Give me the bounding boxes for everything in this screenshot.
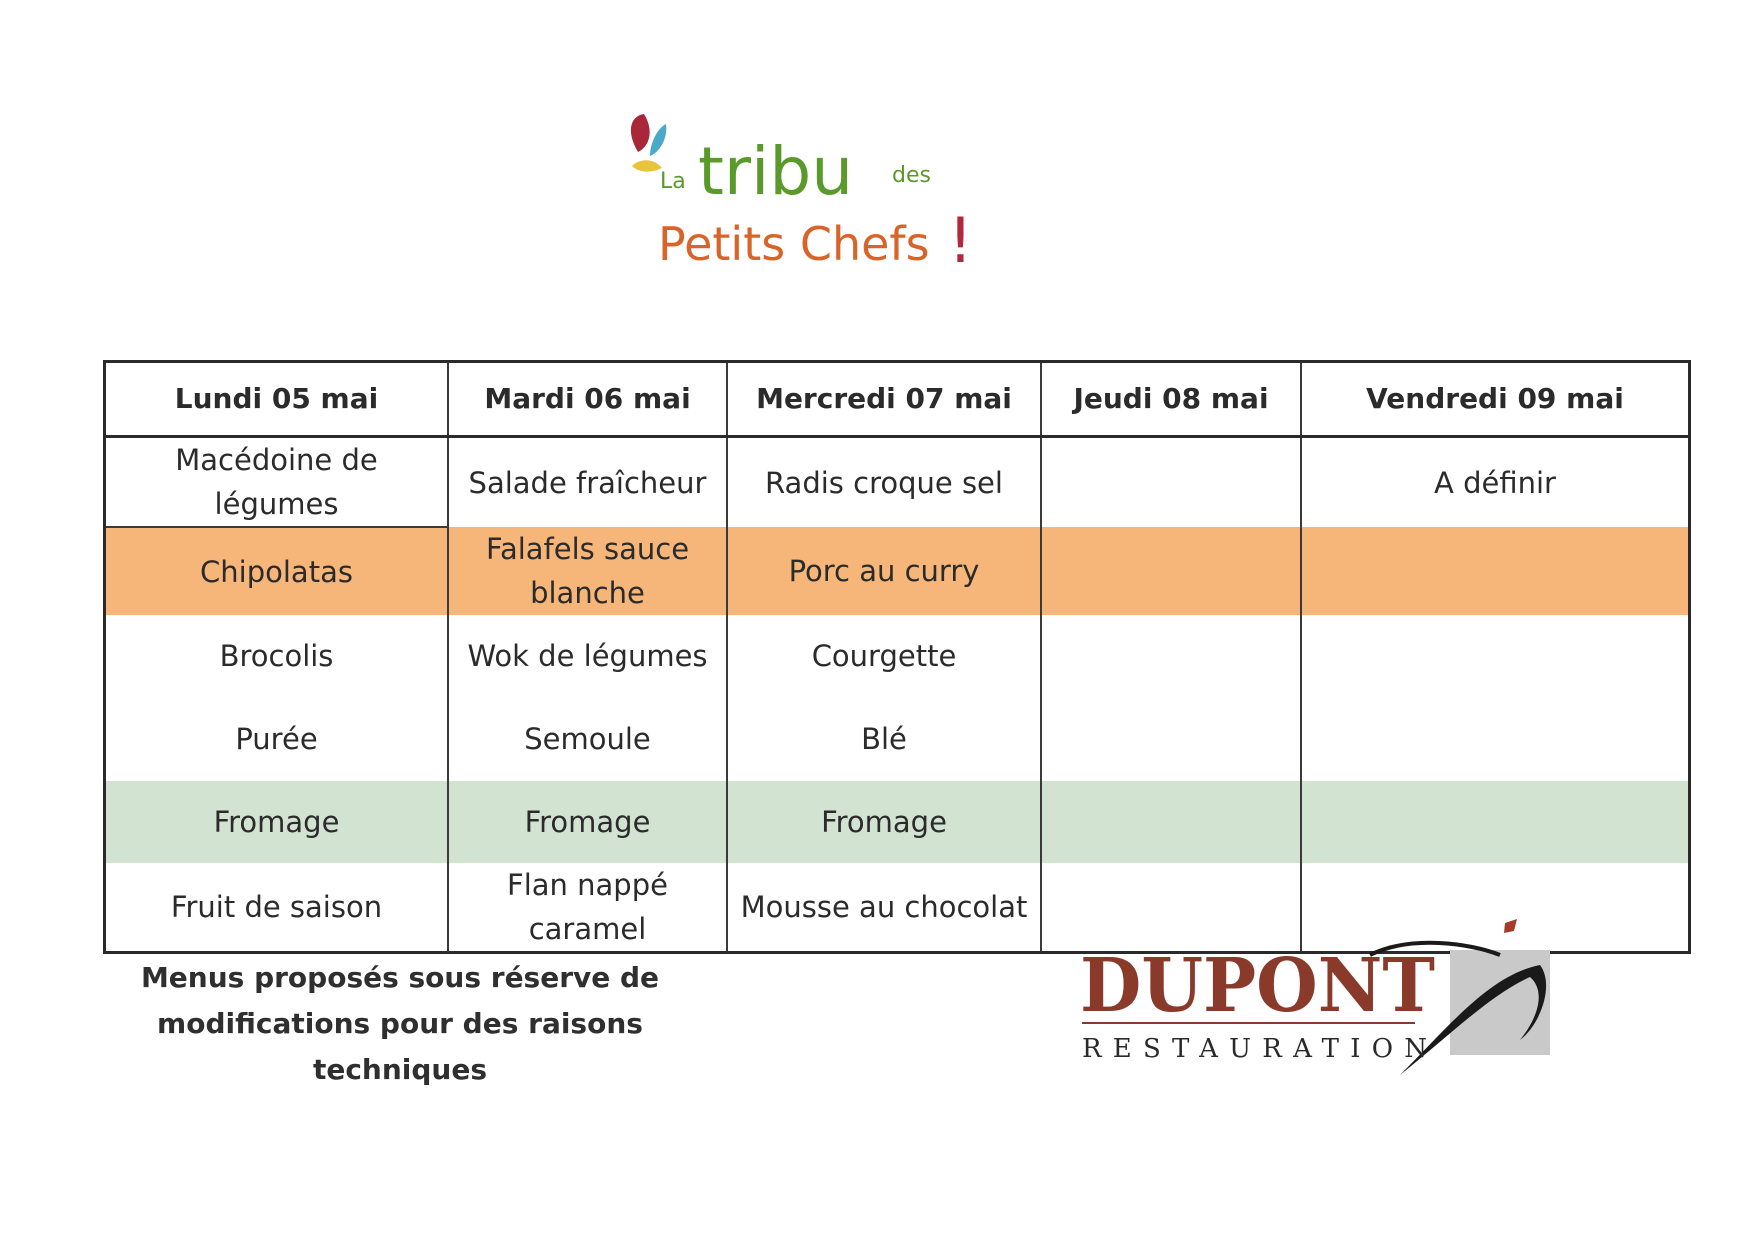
menu-cell bbox=[1041, 437, 1301, 528]
disclaimer-line-1: Menus proposés sous réserve de bbox=[140, 961, 660, 994]
menu-cell: Porc au curry bbox=[727, 527, 1041, 615]
menu-cell: Purée bbox=[105, 697, 449, 781]
menu-cell bbox=[1041, 615, 1301, 697]
menu-cell bbox=[1041, 781, 1301, 863]
menu-cell: Macédoine de légumes bbox=[105, 437, 449, 528]
day-header-tuesday: Mardi 06 mai bbox=[448, 362, 727, 437]
menu-cell bbox=[1041, 527, 1301, 615]
menu-cell: Fromage bbox=[448, 781, 727, 863]
leaf-red-icon bbox=[631, 114, 650, 152]
menu-row-feculent bbox=[105, 697, 1690, 781]
menu-cell bbox=[1301, 697, 1690, 781]
menu-cell bbox=[1301, 781, 1690, 863]
day-header-monday: Lundi 05 mai bbox=[105, 362, 449, 437]
menu-row-legume bbox=[105, 615, 1690, 697]
menu-cell: Blé bbox=[727, 697, 1041, 781]
menu-row-fromage bbox=[105, 781, 1690, 863]
day-header-wednesday: Mercredi 07 mai bbox=[727, 362, 1041, 437]
menu-cell: Fromage bbox=[105, 781, 449, 863]
disclaimer-line-2: modifications pour des raisons techniques bbox=[157, 1007, 643, 1086]
menu-cell: Wok de légumes bbox=[448, 615, 727, 697]
logo-dupont-text: DUPONT bbox=[1080, 943, 1435, 1029]
menu-disclaimer bbox=[100, 955, 700, 1093]
leaf-yellow-icon bbox=[632, 160, 662, 171]
dupont-restauration-logo bbox=[1070, 915, 1570, 1085]
leaf-blue-icon bbox=[650, 124, 666, 156]
logo-grey-block bbox=[1450, 950, 1550, 1055]
menu-row-entree bbox=[105, 437, 1690, 528]
menu-cell: Courgette bbox=[727, 615, 1041, 697]
menu-cell bbox=[1041, 697, 1301, 781]
menu-cell: Flan nappé caramel bbox=[448, 863, 727, 953]
menu-row-plat bbox=[105, 527, 1690, 615]
logo-petits-chefs-text: Petits Chefs bbox=[658, 217, 930, 271]
menu-cell: Brocolis bbox=[105, 615, 449, 697]
tribu-petits-chefs-logo bbox=[620, 112, 1000, 292]
menu-cell: Chipolatas bbox=[105, 527, 449, 615]
logo-la-text: La bbox=[660, 169, 686, 194]
menu-cell: Semoule bbox=[448, 697, 727, 781]
menu-cell: Radis croque sel bbox=[727, 437, 1041, 528]
menu-cell: Falafels sauce blanche bbox=[448, 527, 727, 615]
menu-cell: Mousse au chocolat bbox=[727, 863, 1041, 953]
logo-red-accent-icon bbox=[1504, 919, 1517, 933]
menu-cell: Fromage bbox=[727, 781, 1041, 863]
day-header-friday: Vendredi 09 mai bbox=[1301, 362, 1690, 437]
menu-cell bbox=[1301, 527, 1690, 615]
logo-tribu-text: tribu bbox=[698, 133, 854, 210]
menu-cell bbox=[1301, 615, 1690, 697]
menu-cell: Fruit de saison bbox=[105, 863, 449, 953]
logo-exclamation-text: ! bbox=[948, 204, 973, 277]
day-header-thursday: Jeudi 08 mai bbox=[1041, 362, 1301, 437]
logo-des-text: des bbox=[892, 163, 931, 188]
menu-cell: A définir bbox=[1301, 437, 1690, 528]
weekly-menu-table bbox=[103, 360, 1691, 954]
menu-cell: Salade fraîcheur bbox=[448, 437, 727, 528]
day-header-row bbox=[105, 362, 1690, 437]
logo-restauration-text: RESTAURATION bbox=[1082, 1034, 1427, 1064]
